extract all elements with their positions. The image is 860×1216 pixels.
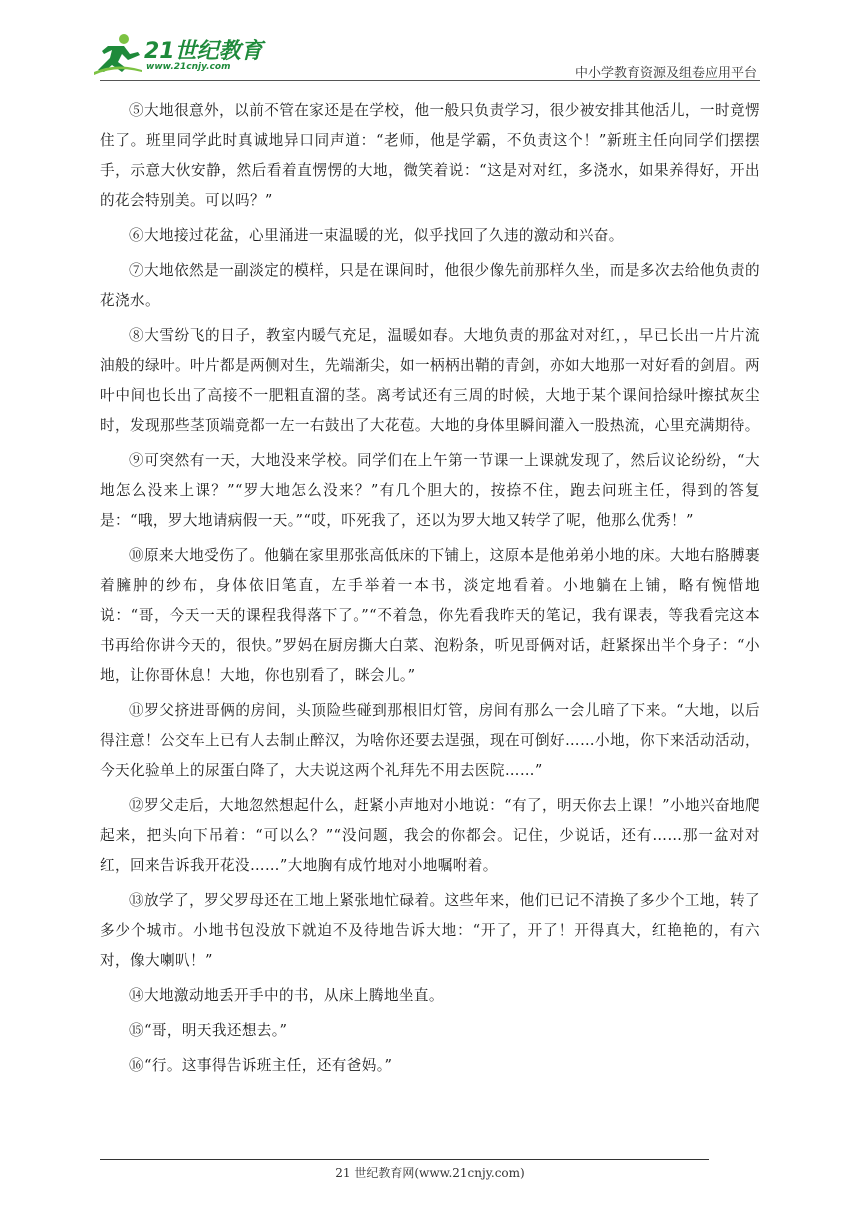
paragraph-11: ⑪罗父挤进哥俩的房间，头顶险些碰到那根旧灯管，房间有那么一会儿暗了下来。“大地，以后得注意！公交车上已有人去制止醉汉，为啥你还要去逞强，现在可倒好……小地，你下来活动活动，今天化验单上的尿蛋白降了，大夫说这两个礼拜先不用去医院……” xyxy=(100,702,760,779)
paragraph-5: ⑤大地很意外，以前不管在家还是在学校，他一般只负责学习，很少被安排其他活儿，一时竟愣住了。班里同学此时真诚地异口同声道：“老师，他是学霸，不负责这个！”新班主任向同学们摆摆手，示意大伙安静，然后看着直愣愣的大地，微笑着说：“这是对对红，多浇水，如果养得好，开出的花会特别美。可以吗？” xyxy=(100,102,760,209)
paragraph-7: ⑦大地依然是一副淡定的模样，只是在课间时，他很少像先前那样久坐，而是多次去给他负责的花浇水。 xyxy=(100,262,760,309)
platform-name: 中小学教育资源及组卷应用平台 xyxy=(574,66,757,81)
paragraph-6: ⑥大地接过花盆，心里涌进一束温暖的光，似乎找回了久违的激动和兴奋。 xyxy=(129,227,624,244)
logo-url: www.21cnjy.com xyxy=(146,62,231,72)
footer-divider xyxy=(100,1159,709,1160)
paragraph-15: ⑮“哥，明天我还想去。” xyxy=(129,1022,288,1039)
page-footer[interactable]: 21 世纪教育网(www.21cnjy.com) xyxy=(335,1166,525,1180)
paragraph-12: ⑫罗父走后，大地忽然想起什么，赶紧小声地对小地说：“有了，明天你去上课！”小地兴奋地爬起来，把头向下吊着：“可以么？”“没问题，我会的你都会。记住，少说话，还有……那一盆对对红，回来告诉我开花没……”大地胸有成竹地对小地嘱咐着。 xyxy=(100,797,760,874)
article-body xyxy=(100,96,760,1081)
paragraph-14: ⑭大地激动地丢开手中的书，从床上腾地坐直。 xyxy=(129,987,444,1004)
paragraph-8: ⑧大雪纷飞的日子，教室内暖气充足，温暖如春。大地负责的那盆对对红，，早已长出一片片流油般的绿叶。叶片都是两侧对生，先端渐尖，如一柄柄出鞘的青剑，亦如大地那一对好看的剑眉。两叶中间也长出了高接不一肥粗直溜的茎。离考试还有三周的时候，大地于某个课间拾绿叶擦拭灰尘时，发现那些茎顶端竟都一左一右鼓出了大花苞。大地的身体里瞬间灌入一股热流，心里充满期待。 xyxy=(100,327,760,434)
header-divider xyxy=(100,80,760,81)
paragraph-9: ⑨可突然有一天，大地没来学校。同学们在上午第一节课一上课就发现了，然后议论纷纷，“大地怎么没来上课？”“罗大地怎么没来？”有几个胆大的，按捺不住，跑去问班主任，得到的答复是：“哦，罗大地请病假一天。”“哎，吓死我了，还以为罗大地又转学了呢，他那么优秀！” xyxy=(100,452,760,529)
page-header xyxy=(0,0,860,86)
paragraph-10: ⑩原来大地受伤了。他躺在家里那张高低床的下铺上，这原本是他弟弟小地的床。大地右胳膊裹着臃肿的纱布，身体依旧笔直，左手举着一本书，淡定地看着。小地躺在上铺，略有惋惜地说：“哥，今天一天的课程我得落下了。”“不着急，你先看我昨天的笔记，我有课表，等我看完这本书再给你讲今天的，很快。”罗妈在厨房撕大白菜、泡粉条，听见哥俩对话，赶紧探出半个身子：“小地，让你哥休息！大地，你也别看了，眯会儿。” xyxy=(100,547,760,684)
logo-text: 21世纪教育 xyxy=(144,39,263,64)
runner-logo-icon xyxy=(94,32,144,76)
paragraph-16: ⑯“行。这事得告诉班主任，还有爸妈。” xyxy=(129,1057,393,1074)
site-logo[interactable] xyxy=(94,32,264,80)
paragraph-13: ⑬放学了，罗父罗母还在工地上紧张地忙碌着。这些年来，他们已记不清换了多少个工地，转了多少个城市。小地书包没放下就迫不及待地告诉大地：“开了，开了！开得真大，红艳艳的，有六对，像大喇叭！” xyxy=(100,892,760,969)
